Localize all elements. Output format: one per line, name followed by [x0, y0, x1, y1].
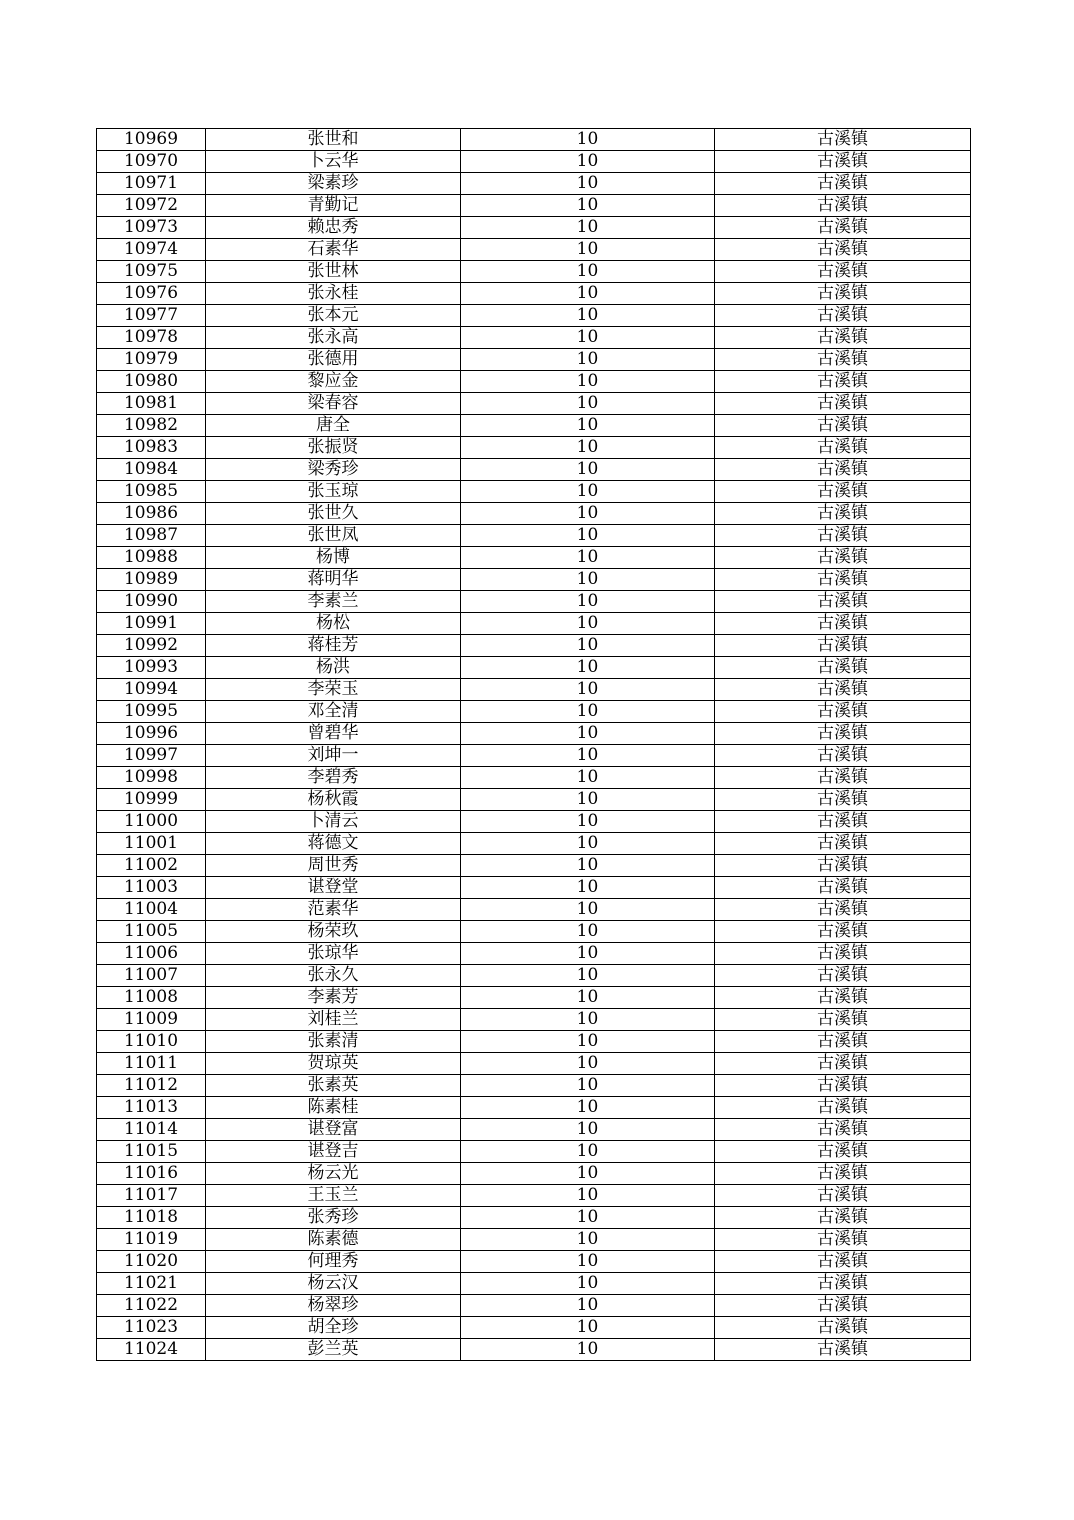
table-row: [97, 525, 971, 547]
row-number-cell: 11012: [97, 1075, 206, 1097]
amount-cell: 10: [461, 459, 715, 481]
name-cell: 张世林: [206, 261, 461, 283]
amount-cell: 10: [461, 283, 715, 305]
row-number-cell: 10989: [97, 569, 206, 591]
row-number-cell: 10986: [97, 503, 206, 525]
amount-cell: 10: [461, 371, 715, 393]
amount-cell: 10: [461, 239, 715, 261]
row-number-cell: 10974: [97, 239, 206, 261]
roster-table-body: [97, 129, 971, 1361]
town-cell: 古溪镇: [715, 811, 971, 833]
row-number-cell: 11017: [97, 1185, 206, 1207]
name-cell: 张永桂: [206, 283, 461, 305]
town-cell: 古溪镇: [715, 1295, 971, 1317]
table-row: [97, 371, 971, 393]
name-cell: 李荣玉: [206, 679, 461, 701]
amount-cell: 10: [461, 569, 715, 591]
row-number-cell: 10981: [97, 393, 206, 415]
row-number-cell: 10985: [97, 481, 206, 503]
name-cell: 卜清云: [206, 811, 461, 833]
row-number-cell: 10969: [97, 129, 206, 151]
name-cell: 蒋明华: [206, 569, 461, 591]
table-row: [97, 723, 971, 745]
name-cell: 唐全: [206, 415, 461, 437]
table-row: [97, 1229, 971, 1251]
table-row: [97, 459, 971, 481]
amount-cell: 10: [461, 503, 715, 525]
row-number-cell: 11002: [97, 855, 206, 877]
row-number-cell: 10972: [97, 195, 206, 217]
row-number-cell: 10973: [97, 217, 206, 239]
table-row: [97, 481, 971, 503]
amount-cell: 10: [461, 767, 715, 789]
table-row: [97, 767, 971, 789]
row-number-cell: 10998: [97, 767, 206, 789]
town-cell: 古溪镇: [715, 217, 971, 239]
name-cell: 谌登吉: [206, 1141, 461, 1163]
name-cell: 刘坤一: [206, 745, 461, 767]
table-row: [97, 1207, 971, 1229]
amount-cell: 10: [461, 1053, 715, 1075]
name-cell: 杨松: [206, 613, 461, 635]
row-number-cell: 11003: [97, 877, 206, 899]
town-cell: 古溪镇: [715, 437, 971, 459]
town-cell: 古溪镇: [715, 921, 971, 943]
row-number-cell: 10970: [97, 151, 206, 173]
town-cell: 古溪镇: [715, 1251, 971, 1273]
name-cell: 何理秀: [206, 1251, 461, 1273]
amount-cell: 10: [461, 613, 715, 635]
amount-cell: 10: [461, 1031, 715, 1053]
town-cell: 古溪镇: [715, 1185, 971, 1207]
amount-cell: 10: [461, 415, 715, 437]
amount-cell: 10: [461, 1163, 715, 1185]
table-row: [97, 261, 971, 283]
name-cell: 杨翠珍: [206, 1295, 461, 1317]
table-row: [97, 943, 971, 965]
town-cell: 古溪镇: [715, 1009, 971, 1031]
name-cell: 张本元: [206, 305, 461, 327]
amount-cell: 10: [461, 349, 715, 371]
row-number-cell: 11009: [97, 1009, 206, 1031]
name-cell: 青勤记: [206, 195, 461, 217]
table-row: [97, 1163, 971, 1185]
row-number-cell: 10999: [97, 789, 206, 811]
town-cell: 古溪镇: [715, 129, 971, 151]
town-cell: 古溪镇: [715, 1163, 971, 1185]
town-cell: 古溪镇: [715, 1207, 971, 1229]
row-number-cell: 11022: [97, 1295, 206, 1317]
amount-cell: 10: [461, 657, 715, 679]
table-row: [97, 327, 971, 349]
amount-cell: 10: [461, 745, 715, 767]
row-number-cell: 10980: [97, 371, 206, 393]
name-cell: 张世凤: [206, 525, 461, 547]
town-cell: 古溪镇: [715, 1119, 971, 1141]
town-cell: 古溪镇: [715, 459, 971, 481]
table-row: [97, 679, 971, 701]
name-cell: 谌登富: [206, 1119, 461, 1141]
amount-cell: 10: [461, 965, 715, 987]
table-row: [97, 547, 971, 569]
amount-cell: 10: [461, 811, 715, 833]
table-row: [97, 1119, 971, 1141]
row-number-cell: 11016: [97, 1163, 206, 1185]
name-cell: 王玉兰: [206, 1185, 461, 1207]
town-cell: 古溪镇: [715, 613, 971, 635]
table-row: [97, 195, 971, 217]
table-row: [97, 745, 971, 767]
name-cell: 杨云汉: [206, 1273, 461, 1295]
town-cell: 古溪镇: [715, 877, 971, 899]
name-cell: 谌登堂: [206, 877, 461, 899]
name-cell: 曾碧华: [206, 723, 461, 745]
name-cell: 邓全清: [206, 701, 461, 723]
town-cell: 古溪镇: [715, 393, 971, 415]
row-number-cell: 10978: [97, 327, 206, 349]
row-number-cell: 11000: [97, 811, 206, 833]
amount-cell: 10: [461, 833, 715, 855]
table-row: [97, 833, 971, 855]
row-number-cell: 11006: [97, 943, 206, 965]
roster-table: [96, 128, 971, 1361]
table-row: [97, 811, 971, 833]
town-cell: 古溪镇: [715, 789, 971, 811]
row-number-cell: 11015: [97, 1141, 206, 1163]
amount-cell: 10: [461, 173, 715, 195]
table-row: [97, 877, 971, 899]
name-cell: 杨云光: [206, 1163, 461, 1185]
row-number-cell: 10991: [97, 613, 206, 635]
table-row: [97, 1053, 971, 1075]
name-cell: 张振贤: [206, 437, 461, 459]
town-cell: 古溪镇: [715, 525, 971, 547]
name-cell: 张素清: [206, 1031, 461, 1053]
row-number-cell: 10984: [97, 459, 206, 481]
amount-cell: 10: [461, 481, 715, 503]
row-number-cell: 11018: [97, 1207, 206, 1229]
name-cell: 李碧秀: [206, 767, 461, 789]
amount-cell: 10: [461, 1009, 715, 1031]
row-number-cell: 10992: [97, 635, 206, 657]
row-number-cell: 11008: [97, 987, 206, 1009]
name-cell: 李素芳: [206, 987, 461, 1009]
amount-cell: 10: [461, 789, 715, 811]
name-cell: 蒋桂芳: [206, 635, 461, 657]
name-cell: 杨秋霞: [206, 789, 461, 811]
row-number-cell: 11021: [97, 1273, 206, 1295]
table-row: [97, 635, 971, 657]
town-cell: 古溪镇: [715, 701, 971, 723]
town-cell: 古溪镇: [715, 943, 971, 965]
name-cell: 陈素桂: [206, 1097, 461, 1119]
row-number-cell: 10996: [97, 723, 206, 745]
row-number-cell: 11001: [97, 833, 206, 855]
town-cell: 古溪镇: [715, 151, 971, 173]
row-number-cell: 11023: [97, 1317, 206, 1339]
row-number-cell: 11013: [97, 1097, 206, 1119]
amount-cell: 10: [461, 437, 715, 459]
town-cell: 古溪镇: [715, 547, 971, 569]
amount-cell: 10: [461, 1119, 715, 1141]
town-cell: 古溪镇: [715, 1031, 971, 1053]
row-number-cell: 11005: [97, 921, 206, 943]
row-number-cell: 10997: [97, 745, 206, 767]
town-cell: 古溪镇: [715, 481, 971, 503]
row-number-cell: 10976: [97, 283, 206, 305]
table-row: [97, 393, 971, 415]
table-row: [97, 503, 971, 525]
name-cell: 梁秀珍: [206, 459, 461, 481]
row-number-cell: 11024: [97, 1339, 206, 1361]
table-row: [97, 283, 971, 305]
amount-cell: 10: [461, 261, 715, 283]
amount-cell: 10: [461, 525, 715, 547]
table-row: [97, 1273, 971, 1295]
name-cell: 张秀珍: [206, 1207, 461, 1229]
town-cell: 古溪镇: [715, 591, 971, 613]
town-cell: 古溪镇: [715, 503, 971, 525]
table-row: [97, 1141, 971, 1163]
town-cell: 古溪镇: [715, 283, 971, 305]
name-cell: 范素华: [206, 899, 461, 921]
amount-cell: 10: [461, 943, 715, 965]
name-cell: 石素华: [206, 239, 461, 261]
name-cell: 杨荣玖: [206, 921, 461, 943]
table-row: [97, 1009, 971, 1031]
amount-cell: 10: [461, 1141, 715, 1163]
amount-cell: 10: [461, 327, 715, 349]
row-number-cell: 10971: [97, 173, 206, 195]
table-row: [97, 415, 971, 437]
name-cell: 陈素德: [206, 1229, 461, 1251]
row-number-cell: 10990: [97, 591, 206, 613]
amount-cell: 10: [461, 1185, 715, 1207]
name-cell: 胡全珍: [206, 1317, 461, 1339]
town-cell: 古溪镇: [715, 349, 971, 371]
table-row: [97, 349, 971, 371]
row-number-cell: 11020: [97, 1251, 206, 1273]
amount-cell: 10: [461, 679, 715, 701]
table-row: [97, 921, 971, 943]
table-row: [97, 701, 971, 723]
row-number-cell: 10994: [97, 679, 206, 701]
town-cell: 古溪镇: [715, 1339, 971, 1361]
row-number-cell: 11010: [97, 1031, 206, 1053]
name-cell: 赖忠秀: [206, 217, 461, 239]
row-number-cell: 11004: [97, 899, 206, 921]
amount-cell: 10: [461, 899, 715, 921]
name-cell: 梁素珍: [206, 173, 461, 195]
row-number-cell: 11007: [97, 965, 206, 987]
row-number-cell: 11011: [97, 1053, 206, 1075]
table-row: [97, 239, 971, 261]
amount-cell: 10: [461, 1251, 715, 1273]
town-cell: 古溪镇: [715, 987, 971, 1009]
row-number-cell: 10995: [97, 701, 206, 723]
town-cell: 古溪镇: [715, 1053, 971, 1075]
row-number-cell: 11014: [97, 1119, 206, 1141]
amount-cell: 10: [461, 195, 715, 217]
name-cell: 贺琼英: [206, 1053, 461, 1075]
name-cell: 张玉琼: [206, 481, 461, 503]
row-number-cell: 10988: [97, 547, 206, 569]
table-row: [97, 855, 971, 877]
amount-cell: 10: [461, 1075, 715, 1097]
amount-cell: 10: [461, 1317, 715, 1339]
town-cell: 古溪镇: [715, 1317, 971, 1339]
name-cell: 彭兰英: [206, 1339, 461, 1361]
name-cell: 张琼华: [206, 943, 461, 965]
table-row: [97, 965, 971, 987]
name-cell: 杨博: [206, 547, 461, 569]
amount-cell: 10: [461, 129, 715, 151]
table-row: [97, 151, 971, 173]
table-row: [97, 173, 971, 195]
amount-cell: 10: [461, 1229, 715, 1251]
amount-cell: 10: [461, 393, 715, 415]
table-row: [97, 1097, 971, 1119]
amount-cell: 10: [461, 591, 715, 613]
name-cell: 黎应金: [206, 371, 461, 393]
town-cell: 古溪镇: [715, 239, 971, 261]
table-row: [97, 437, 971, 459]
name-cell: 梁春容: [206, 393, 461, 415]
row-number-cell: 10983: [97, 437, 206, 459]
table-row: [97, 657, 971, 679]
name-cell: 张素英: [206, 1075, 461, 1097]
name-cell: 张德用: [206, 349, 461, 371]
town-cell: 古溪镇: [715, 261, 971, 283]
town-cell: 古溪镇: [715, 327, 971, 349]
table-row: [97, 613, 971, 635]
amount-cell: 10: [461, 1207, 715, 1229]
amount-cell: 10: [461, 635, 715, 657]
table-row: [97, 591, 971, 613]
row-number-cell: 11019: [97, 1229, 206, 1251]
amount-cell: 10: [461, 723, 715, 745]
town-cell: 古溪镇: [715, 635, 971, 657]
town-cell: 古溪镇: [715, 657, 971, 679]
town-cell: 古溪镇: [715, 679, 971, 701]
town-cell: 古溪镇: [715, 415, 971, 437]
table-row: [97, 217, 971, 239]
amount-cell: 10: [461, 217, 715, 239]
name-cell: 李素兰: [206, 591, 461, 613]
row-number-cell: 10977: [97, 305, 206, 327]
amount-cell: 10: [461, 855, 715, 877]
name-cell: 张永久: [206, 965, 461, 987]
town-cell: 古溪镇: [715, 173, 971, 195]
town-cell: 古溪镇: [715, 767, 971, 789]
amount-cell: 10: [461, 151, 715, 173]
amount-cell: 10: [461, 547, 715, 569]
town-cell: 古溪镇: [715, 855, 971, 877]
name-cell: 张永高: [206, 327, 461, 349]
table-row: [97, 129, 971, 151]
town-cell: 古溪镇: [715, 195, 971, 217]
town-cell: 古溪镇: [715, 371, 971, 393]
amount-cell: 10: [461, 1339, 715, 1361]
amount-cell: 10: [461, 305, 715, 327]
row-number-cell: 10979: [97, 349, 206, 371]
amount-cell: 10: [461, 701, 715, 723]
town-cell: 古溪镇: [715, 569, 971, 591]
town-cell: 古溪镇: [715, 1075, 971, 1097]
name-cell: 杨洪: [206, 657, 461, 679]
name-cell: 张世久: [206, 503, 461, 525]
amount-cell: 10: [461, 921, 715, 943]
table-row: [97, 1251, 971, 1273]
row-number-cell: 10975: [97, 261, 206, 283]
town-cell: 古溪镇: [715, 965, 971, 987]
table-row: [97, 987, 971, 1009]
table-row: [97, 1185, 971, 1207]
amount-cell: 10: [461, 1273, 715, 1295]
name-cell: 张世和: [206, 129, 461, 151]
table-row: [97, 789, 971, 811]
town-cell: 古溪镇: [715, 833, 971, 855]
amount-cell: 10: [461, 1097, 715, 1119]
table-row: [97, 569, 971, 591]
table-row: [97, 1031, 971, 1053]
amount-cell: 10: [461, 877, 715, 899]
table-row: [97, 305, 971, 327]
table-row: [97, 1317, 971, 1339]
row-number-cell: 10987: [97, 525, 206, 547]
name-cell: 刘桂兰: [206, 1009, 461, 1031]
town-cell: 古溪镇: [715, 1229, 971, 1251]
table-row: [97, 1295, 971, 1317]
town-cell: 古溪镇: [715, 305, 971, 327]
row-number-cell: 10993: [97, 657, 206, 679]
town-cell: 古溪镇: [715, 899, 971, 921]
table-row: [97, 1339, 971, 1361]
name-cell: 卜云华: [206, 151, 461, 173]
row-number-cell: 10982: [97, 415, 206, 437]
town-cell: 古溪镇: [715, 1141, 971, 1163]
town-cell: 古溪镇: [715, 723, 971, 745]
town-cell: 古溪镇: [715, 1097, 971, 1119]
name-cell: 周世秀: [206, 855, 461, 877]
table-row: [97, 899, 971, 921]
amount-cell: 10: [461, 987, 715, 1009]
table-row: [97, 1075, 971, 1097]
amount-cell: 10: [461, 1295, 715, 1317]
name-cell: 蒋德文: [206, 833, 461, 855]
town-cell: 古溪镇: [715, 745, 971, 767]
town-cell: 古溪镇: [715, 1273, 971, 1295]
